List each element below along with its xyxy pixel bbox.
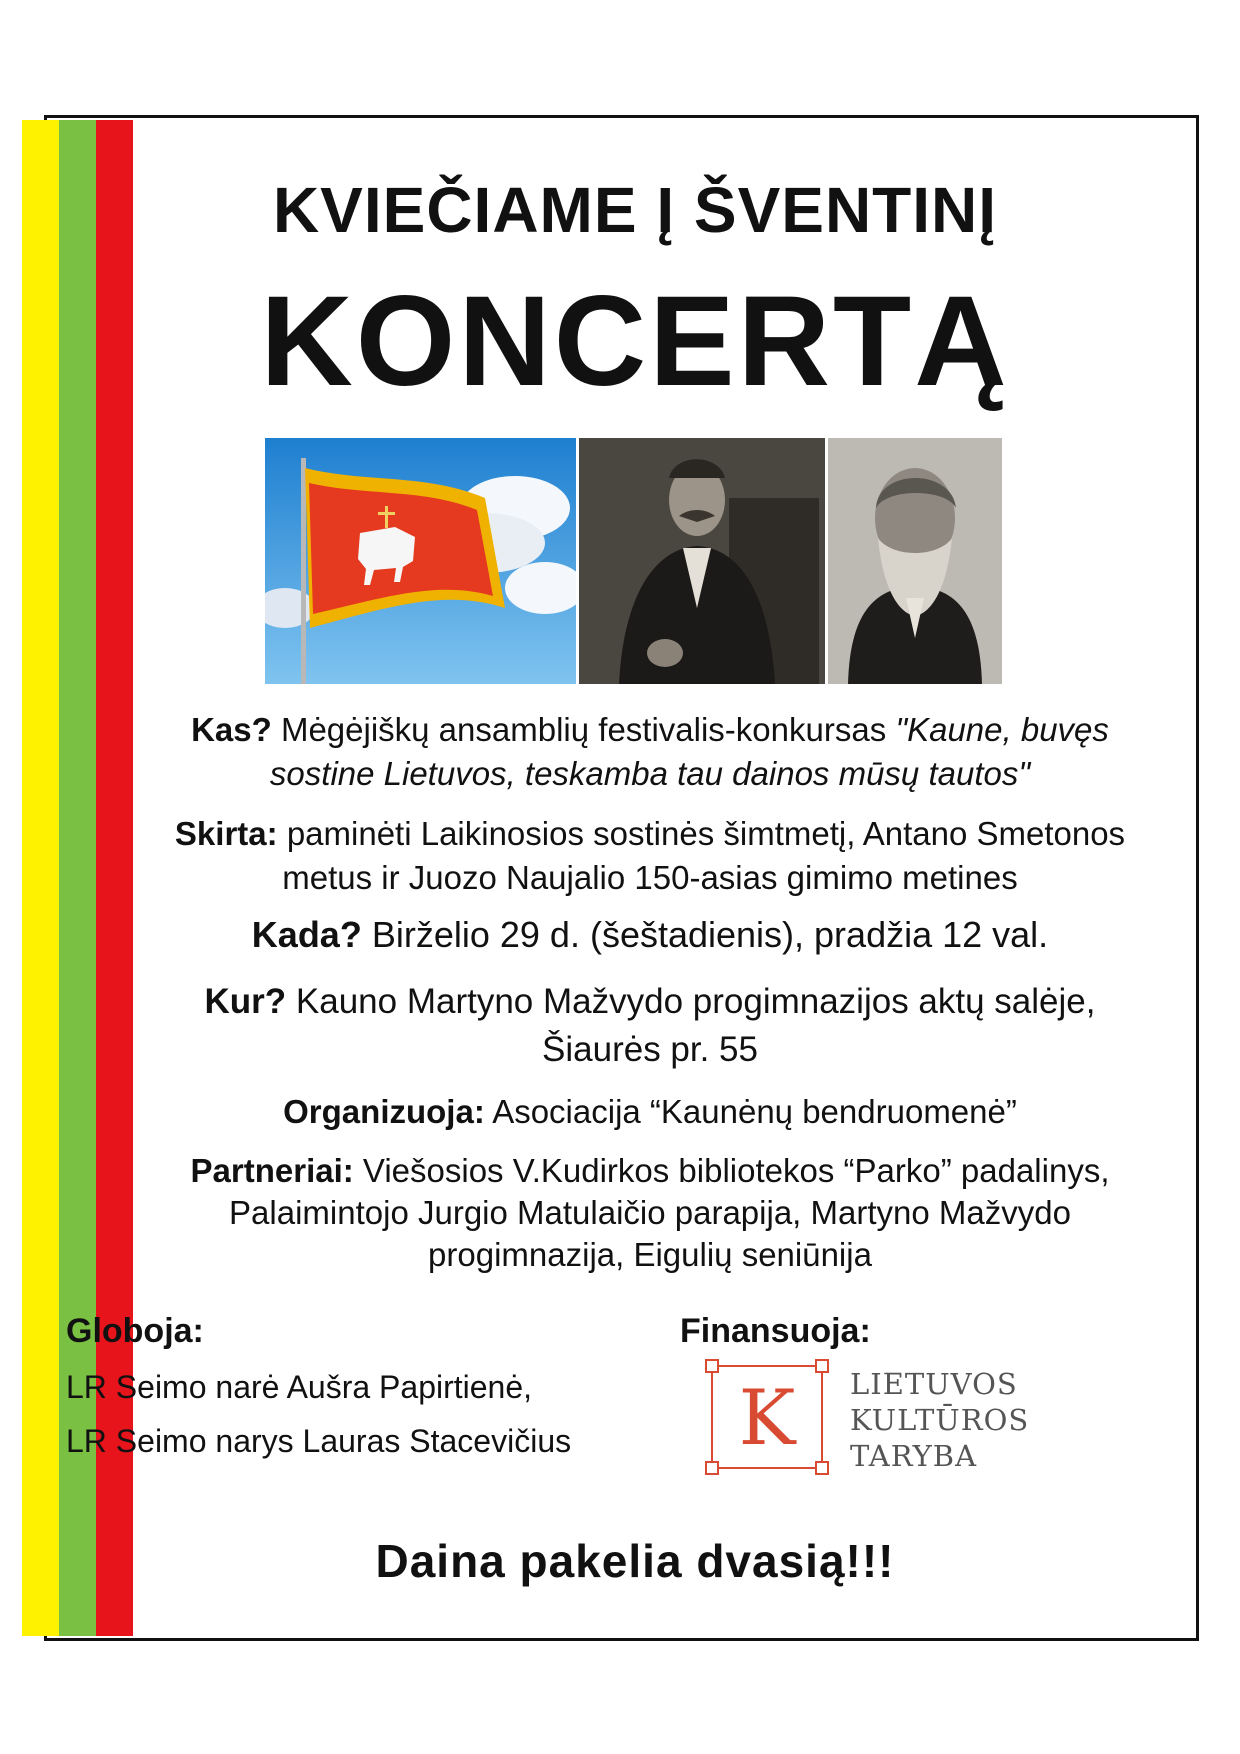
kur-text-line1: Kauno Martyno Mažvydo progimnazijos aktų salėje,: [295, 982, 1096, 1021]
info-kas: [110, 708, 1190, 796]
kada-label: Kada?: [251, 914, 362, 955]
kultura-logo-text: [850, 1366, 1029, 1474]
invite-heading: KVIEČIAME Į ŠVENTINĮ: [272, 174, 998, 246]
info-kur: [110, 978, 1190, 1074]
skirta-text-line1: paminėti Laikinosios sostinės šimtmetį, Antano Smetonos: [286, 815, 1126, 852]
kas-quote-end: sostine Lietuvos, teskamba tau dainos mūsų tautos": [269, 755, 1031, 792]
info-kada: [110, 913, 1190, 957]
finansuoja-label: Finansuoja:: [680, 1312, 871, 1350]
logo-line2: KULTŪROS: [850, 1403, 1030, 1437]
skirta-text-line2: metus ir Juozo Naujalio 150-asias gimimo metines: [282, 859, 1018, 896]
partneriai-text-line3: progimnazija, Eigulių seniūnija: [428, 1236, 872, 1273]
organizuoja-label: Organizuoja:: [283, 1093, 485, 1130]
globoja-label: Globoja:: [66, 1312, 204, 1350]
seated-man-portrait: [579, 438, 825, 684]
bearded-man-portrait: [828, 438, 1002, 684]
kas-label: Kas?: [191, 711, 272, 748]
closing-motto: Daina pakelia dvasią!!!: [375, 1535, 895, 1587]
logo-line1: LIETUVOS: [850, 1367, 1018, 1401]
info-skirta: [110, 812, 1190, 900]
info-organizuoja: [110, 1090, 1190, 1134]
partneriai-label: Partneriai:: [190, 1152, 354, 1189]
kur-label: Kur?: [204, 982, 287, 1021]
partneriai-text-line1: Viešosios V.Kudirkos bibliotekos “Parko” padalinys,: [362, 1152, 1110, 1189]
kultura-logo-icon: [704, 1358, 830, 1476]
logo-line3: TARYBA: [850, 1439, 978, 1473]
globoja-line1: LR Seimo narė Aušra Papirtienė,: [66, 1369, 533, 1405]
skirta-label: Skirta:: [174, 815, 278, 852]
partneriai-text-line2: Palaimintojo Jurgio Matulaičio parapija, Martyno Mažvydo: [229, 1194, 1071, 1231]
globoja-list: [66, 1360, 571, 1468]
kaunas-flag-image: [265, 438, 576, 684]
organizuoja-text: Asociacija “Kaunėnų bendruomenė”: [492, 1093, 1017, 1130]
kas-quote-start: "Kaune, buvęs: [895, 711, 1109, 748]
info-partneriai: [110, 1150, 1190, 1276]
kada-text: Birželio 29 d. (šeštadienis), pradžia 12 val.: [371, 914, 1049, 955]
logo-letter: K: [738, 1373, 796, 1462]
kur-text-line2: Šiaurės pr. 55: [542, 1030, 758, 1069]
kas-text: Mėgėjiškų ansamblių festivalis-konkursas: [280, 711, 887, 748]
globoja-line2: LR Seimo narys Lauras Stacevičius: [66, 1423, 572, 1459]
concert-heading: KONCERTĄ: [260, 270, 1010, 413]
